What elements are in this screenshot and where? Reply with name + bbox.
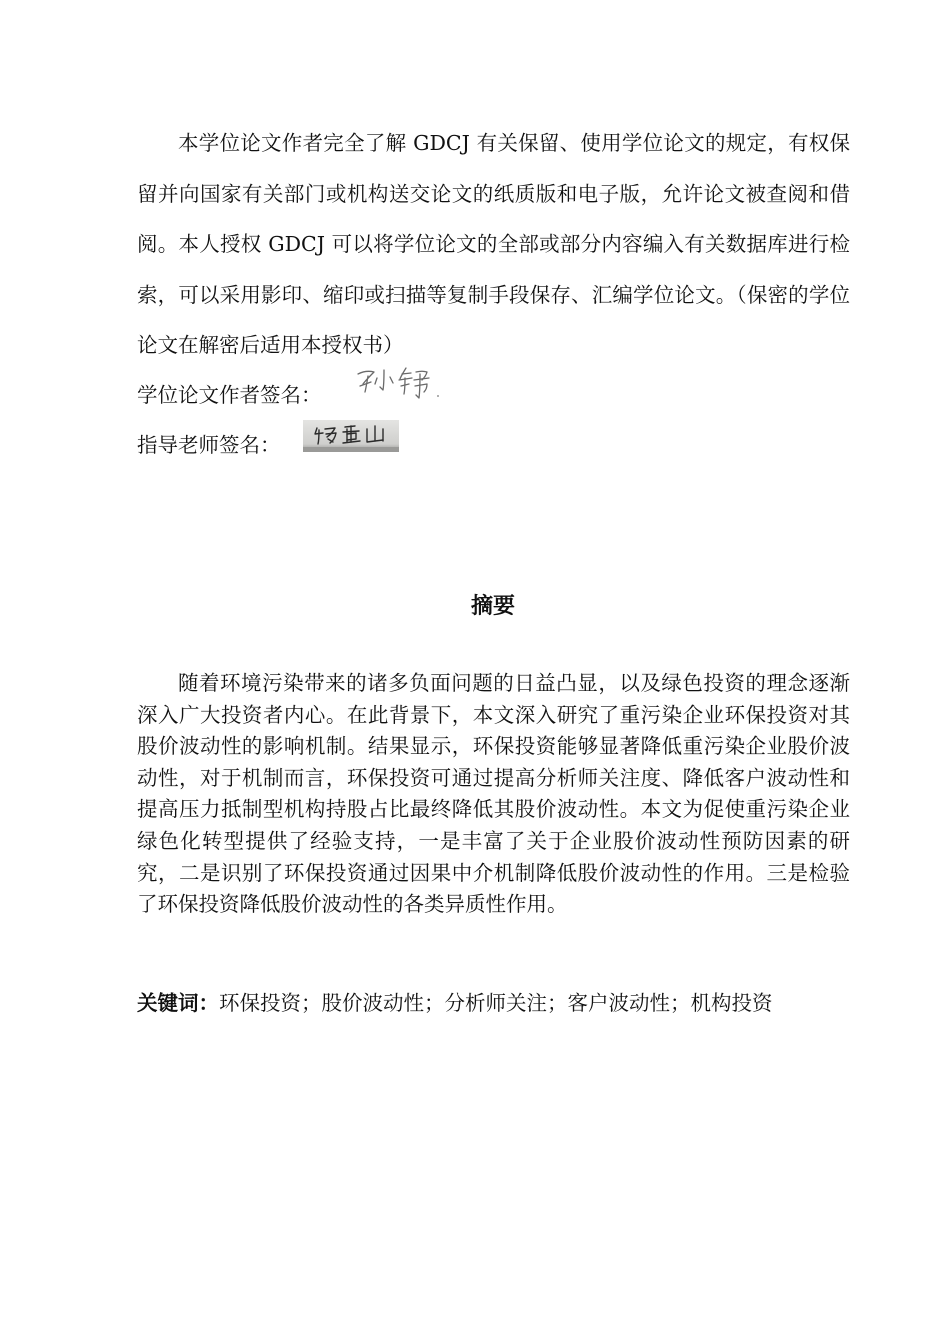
advisor-signature-image xyxy=(303,420,399,452)
keywords-label: 关键词： xyxy=(137,991,219,1015)
abstract-title: 摘要 xyxy=(470,594,515,619)
author-signature-line xyxy=(137,380,322,410)
author-signature-label: 学位论文作者签名： xyxy=(137,383,322,407)
advisor-signature-line xyxy=(137,430,281,460)
authorization-paragraph: 本学位论文作者完全了解 GDCJ 有关保留、使用学位论文的规定，有权保留并向国家有关部门或机构送交论文的纸质版和电子版，允许论文被查阅和借阅。本人授权 GDCJ 可以将学位论文的全部或部分内容编入有关数据库进行检索，可以采用影印、缩印或扫描等复制手段保存、汇编学位论文。（保密的学位论文在解密后适用本授权书） xyxy=(137,131,850,357)
author-signature-image xyxy=(354,362,444,402)
keywords-line xyxy=(137,988,850,1018)
keywords-list: 环保投资；股价波动性；分析师关注；客户波动性；机构投资 xyxy=(219,991,773,1015)
advisor-signature-label: 指导老师签名： xyxy=(137,433,281,457)
abstract-body: 随着环境污染带来的诸多负面问题的日益凸显，以及绿色投资的理念逐渐深入广大投资者内心。在此背景下，本文深入研究了重污染企业环保投资对其股价波动性的影响机制。结果显示，环保投资能够显著降低重污染企业股价波动性，对于机制而言，环保投资可通过提高分析师关注度、降低客户波动性和提高压力抵制型机构持股占比最终降低其股价波动性。本文为促使重污染企业绿色化转型提供了经验支持，一是丰富了关于企业股价波动性预防因素的研究，二是识别了环保投资通过因果中介机制降低股价波动性的作用。三是检验了环保投资降低股价波动性的各类异质性作用。 xyxy=(137,671,850,917)
